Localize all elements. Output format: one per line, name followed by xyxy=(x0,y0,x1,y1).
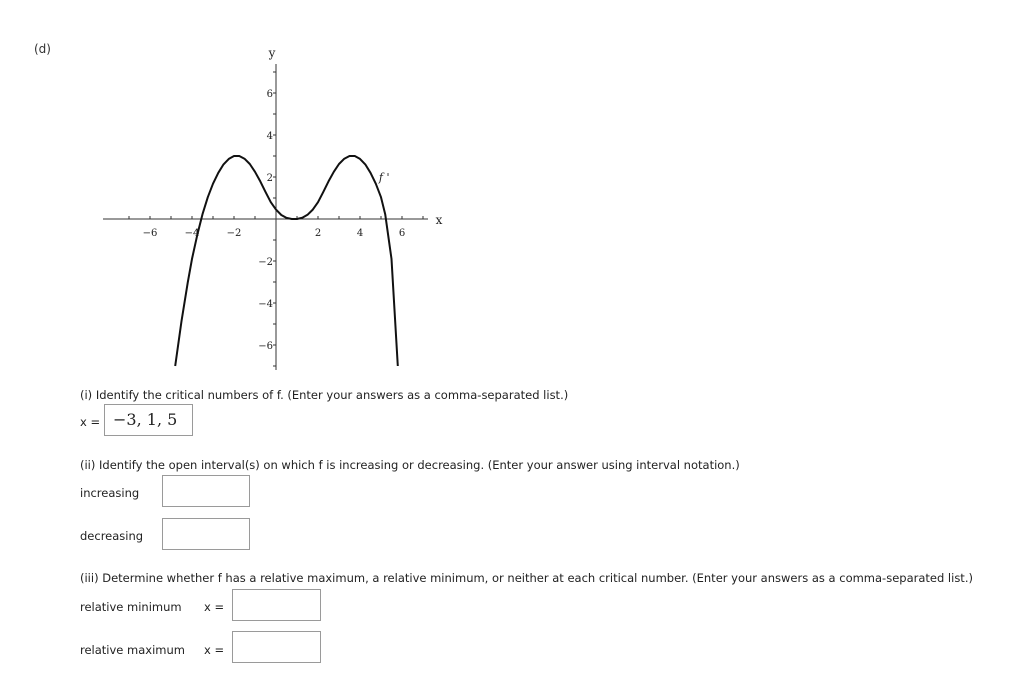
question-3-text: (iii) Determine whether f has a relative maximum, a relative minimum, or neither at each critical number. (Enter your answers as a comma-separated list.) xyxy=(80,571,973,585)
y-tick-label: 4 xyxy=(266,131,273,142)
relative-maximum-input[interactable] xyxy=(232,631,321,663)
x-tick-label: −4 xyxy=(184,228,200,239)
x-tick-label: −6 xyxy=(142,228,158,239)
relative-maximum-label: relative maximum xyxy=(80,643,185,657)
x-tick-label: 6 xyxy=(398,228,406,239)
part-label: (d) xyxy=(34,42,51,56)
decreasing-label: decreasing xyxy=(80,529,144,543)
question-2-text: (ii) Identify the open interval(s) on which f is increasing or decreasing. (Enter your answer using interval notation.) xyxy=(80,458,740,472)
y-tick-label: 2 xyxy=(266,173,273,184)
relative-minimum-label: relative minimum xyxy=(80,600,182,614)
derivative-graph xyxy=(98,40,443,375)
derivative-curve xyxy=(175,156,398,366)
x-tick-label: 2 xyxy=(314,228,322,239)
curve-label: f ' xyxy=(378,171,390,184)
x-tick-label: −2 xyxy=(226,228,242,239)
question-1-text: (i) Identify the critical numbers of f. (Enter your answers as a comma-separated list.) xyxy=(80,388,569,402)
y-axis-label: y xyxy=(268,46,276,60)
y-tick-label: 6 xyxy=(266,89,273,100)
y-tick-label: −4 xyxy=(258,299,273,310)
decreasing-input[interactable] xyxy=(162,518,250,550)
critical-x-prefix: x = xyxy=(80,415,101,429)
relative-minimum-x-prefix: x = xyxy=(204,600,225,614)
relative-minimum-input[interactable] xyxy=(232,589,321,621)
increasing-label: increasing xyxy=(80,486,140,500)
critical-numbers-value: −3, 1, 5 xyxy=(113,410,178,429)
critical-numbers-input[interactable] xyxy=(104,404,193,436)
x-tick-label: 4 xyxy=(356,228,364,239)
x-axis-label: x xyxy=(435,213,443,227)
y-tick-label: −2 xyxy=(258,257,273,268)
increasing-input[interactable] xyxy=(162,475,250,507)
y-tick-label: −6 xyxy=(258,341,273,352)
relative-maximum-x-prefix: x = xyxy=(204,643,225,657)
